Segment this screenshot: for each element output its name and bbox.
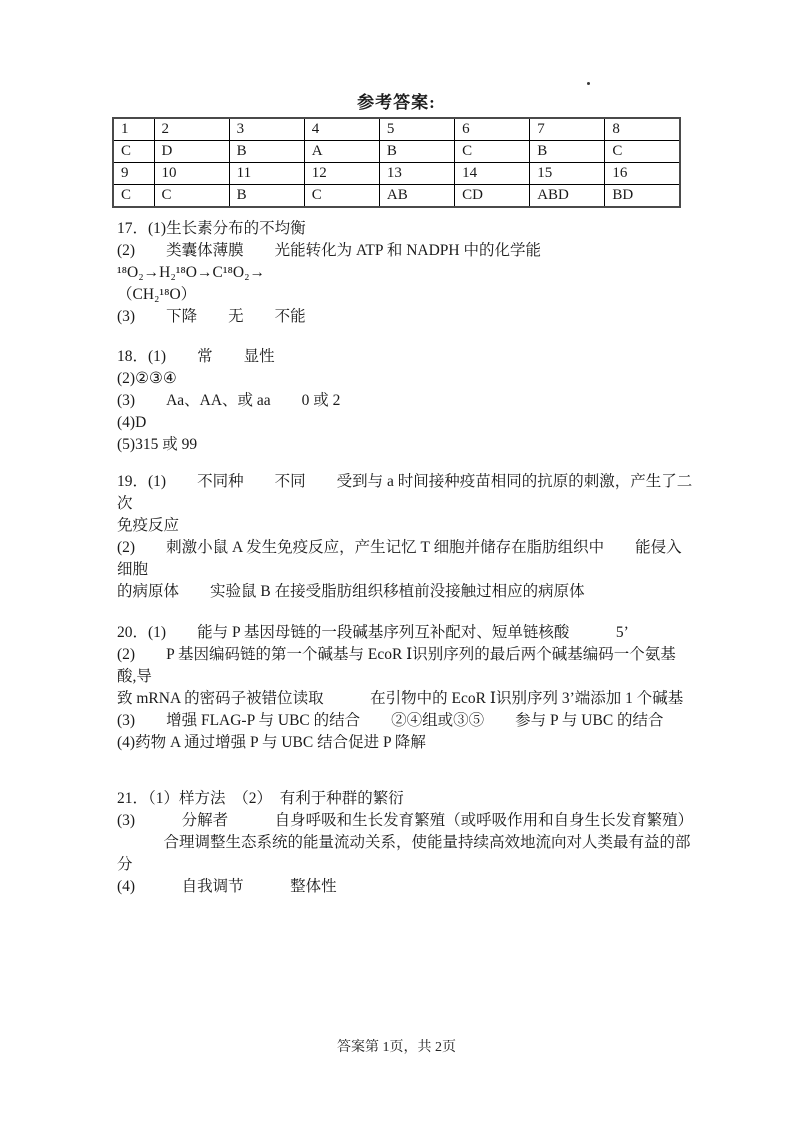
table-cell: 12 <box>304 163 379 185</box>
answer-line: （CH₂¹⁸O） <box>117 286 197 303</box>
table-cell: C <box>304 185 379 208</box>
answer-line: (3) 分解者 自身呼吸和生长发育繁殖（或呼吸作用和自身生长发育繁殖） <box>117 812 694 829</box>
answer-line: 18．(1) 常 显性 <box>117 348 275 365</box>
table-cell: CD <box>455 185 530 208</box>
answer-line: 免疫反应 <box>117 517 180 534</box>
table-cell: C <box>113 185 154 208</box>
table-row-question-numbers-1-8 <box>113 118 680 141</box>
answer-line: (2) 刺激小鼠 A 发生免疫反应，产生记忆 T 细胞并储存在脂肪组织中 能侵入细胞 <box>117 539 682 578</box>
answer-line: 20．(1) 能与 P 基因母链的一段碱基序列互补配对、短单链核酸 5’ <box>117 624 629 641</box>
table-cell: 16 <box>605 163 680 185</box>
table-cell: 3 <box>229 118 304 141</box>
page-footer: 答案第 1页，共 2页 <box>337 1040 456 1055</box>
table-cell: 7 <box>530 118 605 141</box>
answer-line: (4) 自我调节 整体性 <box>117 878 337 895</box>
stray-dot <box>587 82 590 85</box>
table-cell: 14 <box>455 163 530 185</box>
answers-section <box>117 218 695 916</box>
answer-line: 21．（1）样方法 （2） 有利于种群的繁衍 <box>117 790 404 807</box>
answer-line: (4)药物 A 通过增强 P 与 UBC 结合促进 P 降解 <box>117 734 426 751</box>
answer-line: 17．(1)生长素分布的不均衡 <box>117 220 306 237</box>
answer-line: (4)D <box>117 414 147 431</box>
answer-line: (3) Aa、AA、或 aa 0 或 2 <box>117 392 341 409</box>
table-row-answers-1-8 <box>113 141 680 163</box>
table-cell: 5 <box>379 118 454 141</box>
table-cell: AB <box>379 185 454 208</box>
table-row-question-numbers-9-16 <box>113 163 680 185</box>
table-cell: D <box>154 141 229 163</box>
table-cell: ABD <box>530 185 605 208</box>
table-cell: B <box>229 185 304 208</box>
answer-block-17 <box>117 218 695 328</box>
table-cell: 15 <box>530 163 605 185</box>
table-cell: A <box>304 141 379 163</box>
answer-block-20 <box>117 622 695 754</box>
table-cell: B <box>530 141 605 163</box>
answer-block-21 <box>117 788 695 898</box>
table-cell: C <box>455 141 530 163</box>
table-row-answers-9-16 <box>113 185 680 208</box>
answer-line: 19．(1) 不同种 不同 受到与 a 时间接种疫苗相同的抗原的刺激，产生了二次 <box>117 473 693 512</box>
table-cell: 13 <box>379 163 454 185</box>
answer-line: (2) P 基因编码链的第一个碱基与 EcoR Ⅰ识别序列的最后两个碱基编码一个氨基酸,导 <box>117 646 676 685</box>
table-cell: 4 <box>304 118 379 141</box>
answer-line: 的病原体 实验鼠 B 在接受脂肪组织移植前没接触过相应的病原体 <box>117 583 585 600</box>
table-cell: 6 <box>455 118 530 141</box>
table-cell: 8 <box>605 118 680 141</box>
answer-line: (5)315 或 99 <box>117 436 198 453</box>
answer-line: (3) 下降 无 不能 <box>117 308 306 325</box>
table-cell: C <box>113 141 154 163</box>
table-cell: B <box>229 141 304 163</box>
answer-line: (2)②③④ <box>117 370 177 387</box>
table-cell: C <box>154 185 229 208</box>
answer-block-18 <box>117 346 695 456</box>
table-cell: 10 <box>154 163 229 185</box>
table-cell: 9 <box>113 163 154 185</box>
answer-key-table <box>112 117 681 208</box>
table-cell: 2 <box>154 118 229 141</box>
answer-line: 合理调整生态系统的能量流动关系，使能量持续高效地流向对人类最有益的部分 <box>117 834 691 873</box>
answer-block-19 <box>117 471 695 603</box>
answer-line: (3) 增强 FLAG-P 与 UBC 的结合 ②④组或③⑤ 参与 P 与 UBC 的结合 <box>117 712 664 729</box>
table-cell: C <box>605 141 680 163</box>
table-cell: 11 <box>229 163 304 185</box>
table-cell: 1 <box>113 118 154 141</box>
answer-line: (2) 类囊体薄膜 光能转化为 ATP 和 NADPH 中的化学能 ¹⁸O₂→H₂¹⁸O→C¹⁸O₂→ <box>117 242 572 281</box>
table-cell: B <box>379 141 454 163</box>
page-title: 参考答案: <box>357 93 436 112</box>
answer-line: 致 mRNA 的密码子被错位读取 在引物中的 EcoR Ⅰ识别序列 3’端添加 1 个碱基 <box>117 690 684 707</box>
table-cell: BD <box>605 185 680 208</box>
